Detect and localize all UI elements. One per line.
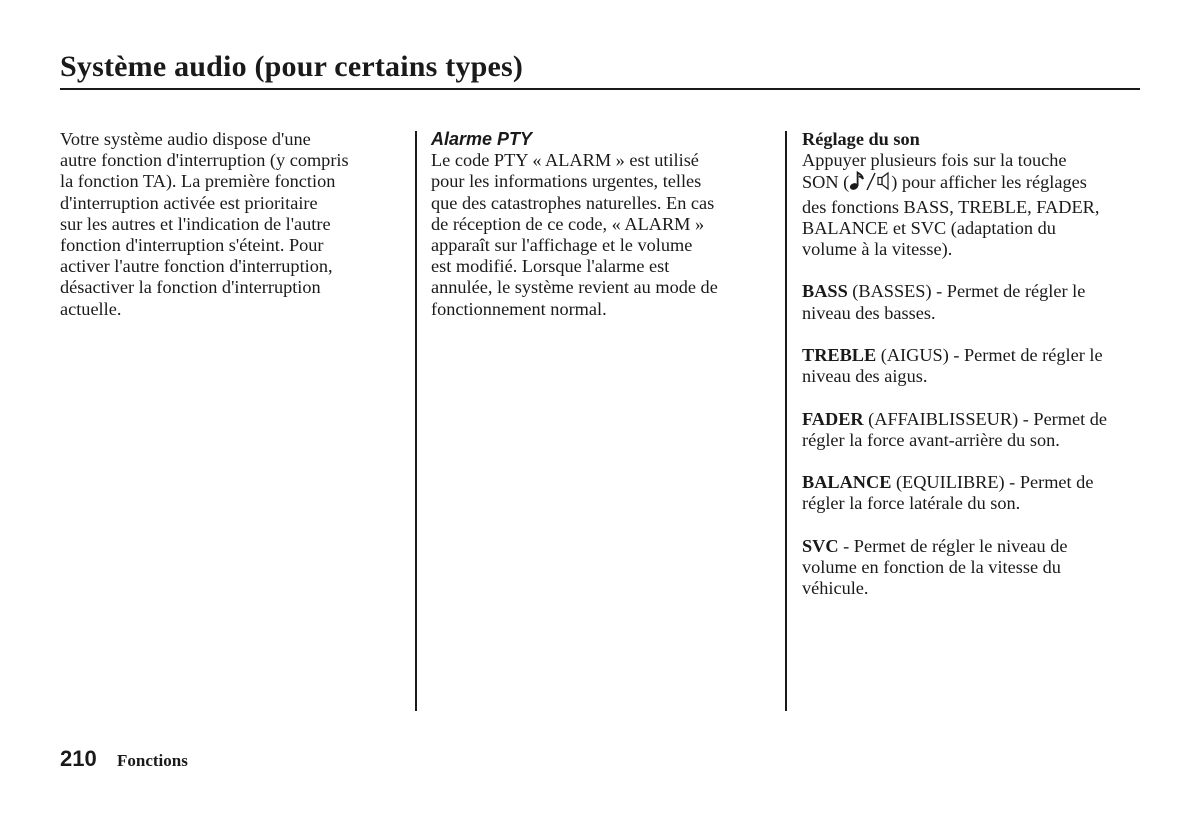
paragraph-alarme-pty — [431, 150, 771, 320]
title-rule — [60, 88, 1140, 90]
text-line: annulée, le système revient au mode de — [431, 277, 718, 298]
column-alarme-pty — [431, 129, 771, 320]
definition-text: niveau des basses. — [802, 302, 936, 323]
text-line: Appuyer plusieurs fois sur la touche — [802, 150, 1067, 171]
definition-text: régler la force latérale du son. — [802, 493, 1021, 514]
text-line: pour les informations urgentes, telles — [431, 171, 702, 192]
definition-text: volume en fonction de la vitesse du — [802, 556, 1061, 577]
text-line: de réception de ce code, « ALARM » — [431, 213, 705, 234]
text-line: Votre système audio dispose d'une — [60, 129, 311, 149]
page-title: Système audio (pour certains types) — [60, 50, 524, 83]
paragraph-interruption — [60, 129, 400, 320]
speaker-icon — [877, 171, 891, 196]
column-reglage-son — [802, 129, 1142, 599]
text-line: actuelle. — [60, 298, 122, 319]
definition-fader — [802, 409, 1142, 451]
text-line: que des catastrophes naturelles. En cas — [431, 192, 715, 213]
definition-text: (AIGUS) - Permet de régler le — [876, 345, 1103, 365]
text-line: Le code PTY « ALARM » est utilisé — [431, 150, 699, 171]
column-divider-2 — [785, 131, 787, 711]
music-note-icon — [849, 171, 865, 196]
text-line: autre fonction d'interruption (y compris — [60, 150, 349, 171]
text-line: sur les autres et l'indication de l'autre — [60, 213, 331, 234]
text-line: BALANCE et SVC (adaptation du — [802, 217, 1056, 238]
term-svc: SVC — [802, 535, 839, 556]
term-balance: BALANCE — [802, 472, 892, 493]
definition-text: (BASSES) - Permet de régler le — [847, 281, 1086, 302]
definition-text: régler la force avant-arrière du son. — [802, 429, 1060, 450]
definition-text: - Permet de régler le niveau de — [838, 535, 1068, 556]
text-line: la fonction TA). La première fonction — [60, 171, 336, 192]
slash-separator-icon — [865, 171, 877, 196]
text-line: SON ( — [802, 172, 850, 193]
section-heading-alarme-pty: Alarme PTY — [431, 129, 533, 149]
paragraph-reglage-intro — [802, 150, 1142, 260]
text-line: apparaît sur l'affichage et le volume — [431, 235, 693, 256]
text-line: fonction d'interruption s'éteint. Pour — [60, 235, 324, 256]
text-line: est modifié. Lorsque l'alarme est — [431, 256, 670, 277]
section-heading-reglage-son: Réglage du son — [802, 129, 920, 149]
text-line: ) pour afficher les réglages — [891, 172, 1087, 193]
text-line: volume à la vitesse). — [802, 239, 953, 260]
text-line: désactiver la fonction d'interruption — [60, 277, 321, 298]
text-line: d'interruption activée est prioritaire — [60, 192, 318, 213]
text-line: des fonctions BASS, TREBLE, FADER, — [802, 196, 1100, 217]
column-divider-1 — [415, 131, 417, 711]
definition-balance — [802, 472, 1142, 514]
definition-svc — [802, 536, 1142, 600]
definition-text: (EQUILIBRE) - Permet de — [891, 472, 1094, 493]
definition-text: niveau des aigus. — [802, 366, 928, 387]
text-line: fonctionnement normal. — [431, 298, 607, 319]
page-number: 210 — [60, 746, 97, 771]
definition-treble — [802, 345, 1142, 387]
term-fader: FADER — [802, 408, 864, 429]
definition-bass — [802, 281, 1142, 323]
term-bass: BASS — [802, 281, 848, 302]
text-line: activer l'autre fonction d'interruption, — [60, 256, 333, 277]
definition-text: véhicule. — [802, 578, 869, 599]
definition-text: (AFFAIBLISSEUR) - Permet de — [863, 408, 1108, 429]
section-name: Fonctions — [117, 751, 188, 770]
column-interruption — [60, 129, 400, 320]
term-treble: TREBLE — [802, 345, 877, 365]
